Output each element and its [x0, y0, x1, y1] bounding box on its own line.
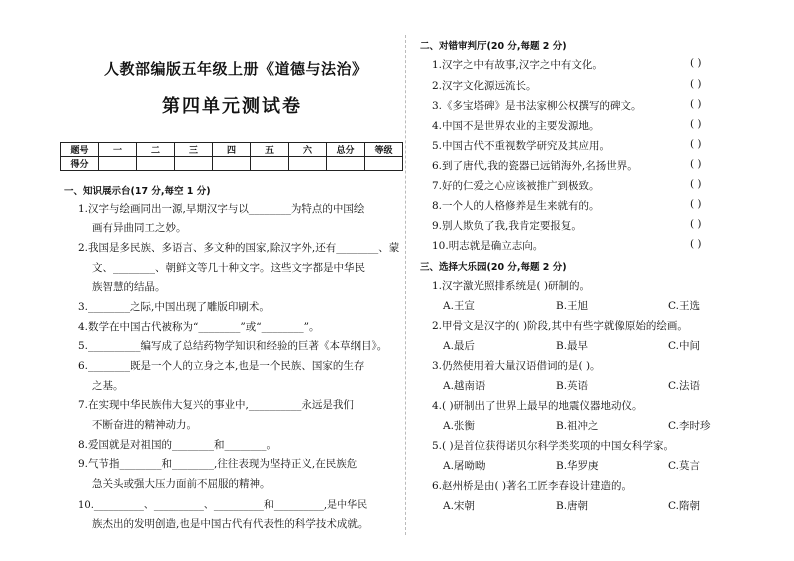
- score-input-cell[interactable]: [289, 157, 327, 171]
- choice-option[interactable]: B.华罗庚: [556, 460, 599, 472]
- judge-item: 4.中国不是世界农业的主要发源地。: [432, 120, 600, 132]
- choice-option[interactable]: B.祖冲之: [556, 420, 599, 432]
- score-input-cell[interactable]: [99, 157, 137, 171]
- part1-line: 之基。: [92, 380, 124, 392]
- choice-option[interactable]: C.中间: [668, 340, 700, 352]
- choice-option[interactable]: C.李时珍: [668, 420, 711, 432]
- answer-paren[interactable]: ( ): [690, 218, 702, 230]
- choice-question: 4.( )研制出了世界上最早的地震仪器地动仪。: [432, 400, 643, 412]
- score-cell: 等级: [365, 143, 403, 157]
- part1-line: 10.__________、__________、__________和__________,是中华民: [78, 500, 368, 511]
- part1-line: 3.________之际,中国出现了雕版印刷术。: [78, 301, 270, 313]
- column-divider: [405, 35, 406, 535]
- answer-paren[interactable]: ( ): [690, 238, 702, 250]
- part3-heading: 三、选择大乐园(20 分,每题 2 分): [420, 262, 567, 273]
- part1-line: 急关头或强大压力面前不屈服的精神。: [92, 478, 271, 490]
- score-input-cell[interactable]: [251, 157, 289, 171]
- choice-option[interactable]: A.最后: [443, 340, 475, 352]
- answer-paren[interactable]: ( ): [690, 57, 702, 69]
- part1-line: 4.数学在中国古代被称为“________”或“________”。: [78, 321, 320, 333]
- part1-line: 9.气节指________和________,往往表现为坚持正义,在民族危: [78, 458, 358, 470]
- judge-item: 3.《多宝塔碑》是书法家柳公权撰写的碑文。: [432, 100, 642, 112]
- answer-paren[interactable]: ( ): [690, 98, 702, 110]
- choice-option[interactable]: B.最早: [556, 340, 589, 352]
- part1-line: 2.我国是多民族、多语言、多文种的国家,除汉字外,还有________、蒙: [78, 242, 400, 254]
- score-cell: 六: [289, 143, 327, 157]
- judge-item: 2.汉字文化源远流长。: [432, 80, 537, 92]
- choice-option[interactable]: B.英语: [556, 380, 589, 392]
- part1-line: 画有异曲同工之妙。: [92, 222, 187, 234]
- score-input-cell[interactable]: [175, 157, 213, 171]
- part1-line: 7.在实现中华民族伟大复兴的事业中,__________永远是我们: [78, 399, 354, 411]
- choice-question: 2.甲骨文是汉字的( )阶段,其中有些字就像原始的绘画。: [432, 320, 688, 332]
- judge-item: 7.好的仁爱之心应该被推广到极致。: [432, 180, 600, 192]
- part1-line: 族杰出的发明创造,也是中国古代有代表性的科学技术成就。: [92, 518, 369, 530]
- answer-paren[interactable]: ( ): [690, 118, 702, 130]
- score-table-score-row: [61, 157, 403, 171]
- choice-option[interactable]: A.王宣: [443, 300, 475, 312]
- score-input-cell[interactable]: [327, 157, 365, 171]
- score-input-cell[interactable]: [137, 157, 175, 171]
- choice-option[interactable]: B.王旭: [556, 300, 589, 312]
- choice-option[interactable]: C.法语: [668, 380, 700, 392]
- choice-question: 6.赵州桥是由( )著名工匠李春设计建造的。: [432, 480, 633, 492]
- choice-question: 3.仍然使用着大量汉语借词的是( )。: [432, 360, 601, 372]
- score-input-cell[interactable]: [365, 157, 403, 171]
- choice-option[interactable]: C.隋朝: [668, 500, 700, 512]
- part1-line: 族智慧的结晶。: [92, 281, 166, 293]
- choice-option[interactable]: C.王选: [668, 300, 700, 312]
- score-cell: 题号: [61, 143, 99, 157]
- part1-line: 8.爱国就是对祖国的________和________。: [78, 439, 278, 451]
- choice-option[interactable]: A.张衡: [443, 420, 475, 432]
- judge-item: 5.中国古代不重视数学研究及其应用。: [432, 140, 611, 152]
- choice-question: 1.汉字激光照排系统是( )研制的。: [432, 280, 591, 292]
- judge-item: 9.别人欺负了我,我肯定要报复。: [432, 220, 582, 232]
- answer-paren[interactable]: ( ): [690, 158, 702, 170]
- score-cell: 总分: [327, 143, 365, 157]
- choice-option[interactable]: A.屠呦呦: [443, 460, 486, 472]
- judge-item: 10.明志就是确立志向。: [432, 240, 544, 252]
- choice-question: 5.( )是首位获得诺贝尔科学类奖项的中国女科学家。: [432, 440, 675, 452]
- part1-line: 1.汉字与绘画同出一源,早期汉字与以________为特点的中国绘: [78, 203, 365, 215]
- score-cell: 得分: [61, 157, 99, 171]
- answer-paren[interactable]: ( ): [690, 78, 702, 90]
- answer-paren[interactable]: ( ): [690, 178, 702, 190]
- part1-heading: 一、知识展示台(17 分,每空 1 分): [64, 186, 211, 197]
- score-cell: 三: [175, 143, 213, 157]
- score-table-header-row: [61, 143, 403, 157]
- exam-title: 人教部编版五年级上册《道德与法治》: [104, 60, 368, 78]
- exam-subtitle: 第四单元测试卷: [162, 96, 302, 117]
- choice-option[interactable]: C.莫言: [668, 460, 700, 472]
- score-cell: 二: [137, 143, 175, 157]
- part1-line: 文、________、朝鲜文等几十种文字。这些文字都是中华民: [92, 262, 365, 274]
- score-input-cell[interactable]: [213, 157, 251, 171]
- choice-option[interactable]: B.唐朝: [556, 500, 589, 512]
- answer-paren[interactable]: ( ): [690, 138, 702, 150]
- part1-line: 5.__________编写成了总结药物学知识和经验的巨著《本草纲目》。: [78, 340, 388, 352]
- part1-line: 不断奋进的精神动力。: [92, 419, 197, 431]
- judge-item: 1.汉字之中有故事,汉字之中有文化。: [432, 59, 603, 71]
- choice-option[interactable]: A.越南语: [443, 380, 486, 392]
- choice-option[interactable]: A.宋朝: [443, 500, 475, 512]
- judge-item: 8.一个人的人格修养是生来就有的。: [432, 200, 600, 212]
- part2-heading: 二、对错审判厅(20 分,每题 2 分): [420, 41, 567, 52]
- score-cell: 四: [213, 143, 251, 157]
- score-cell: 一: [99, 143, 137, 157]
- part1-line: 6.________既是一个人的立身之本,也是一个民族、国家的生存: [78, 360, 365, 372]
- score-table: [60, 142, 403, 171]
- score-cell: 五: [251, 143, 289, 157]
- answer-paren[interactable]: ( ): [690, 198, 702, 210]
- judge-item: 6.到了唐代,我的瓷器已远销海外,名扬世界。: [432, 160, 638, 172]
